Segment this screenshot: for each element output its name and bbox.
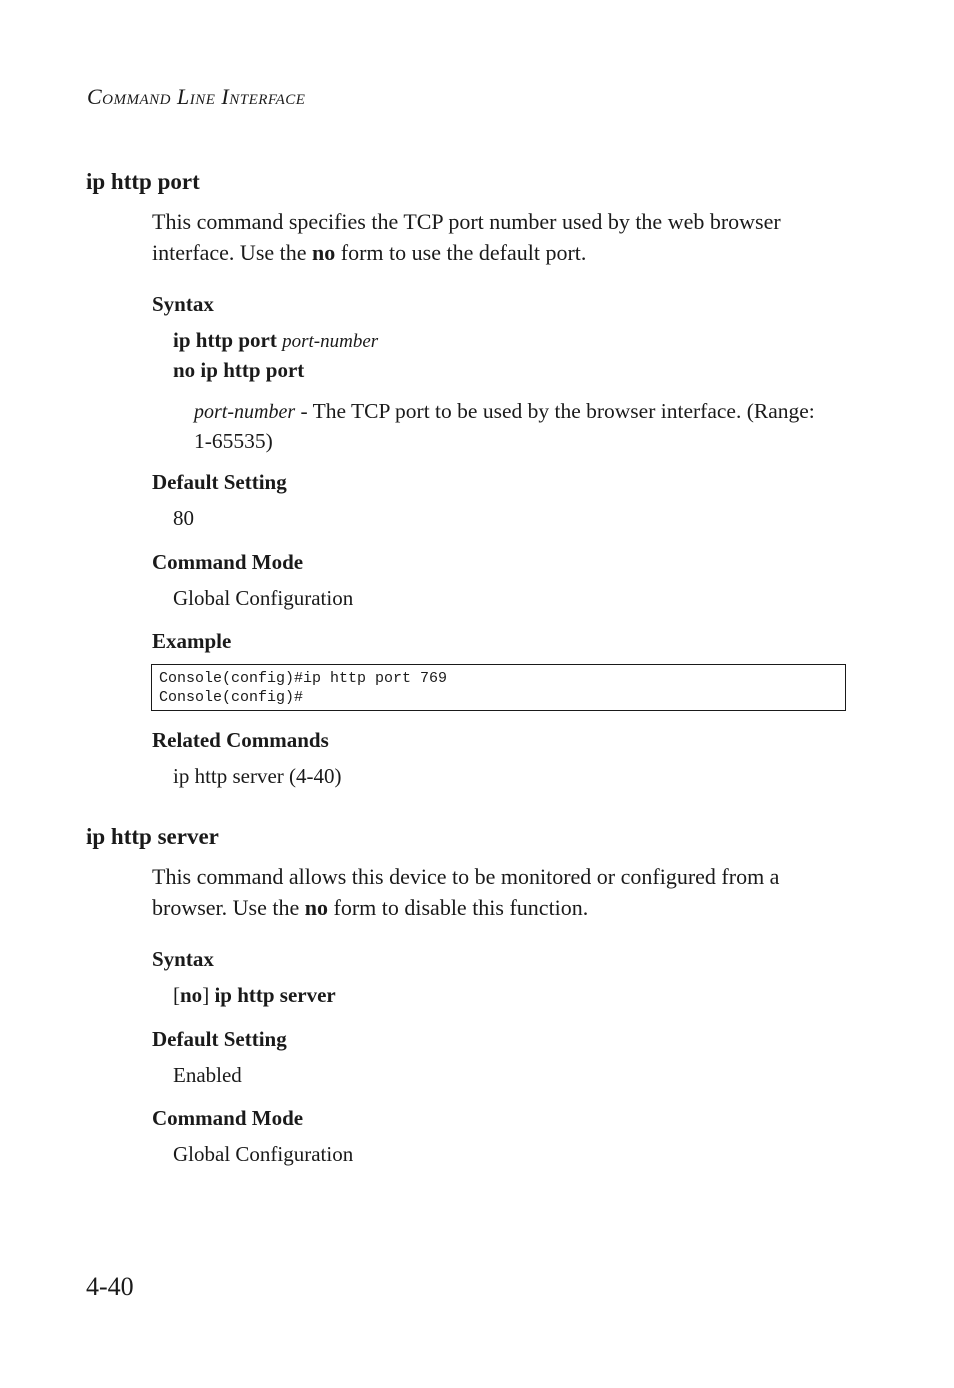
parameter-description — [194, 397, 834, 456]
syntax-no-keyword: no — [180, 983, 203, 1007]
command-mode-value: Global Configuration — [173, 586, 354, 610]
default-setting-value: Enabled — [173, 1063, 242, 1087]
example-code-box — [151, 664, 846, 711]
no-keyword: no — [312, 240, 336, 265]
related-command-link[interactable]: ip http server (4-40) — [173, 764, 342, 788]
bracket-close: ] — [202, 983, 210, 1007]
running-header: Command Line Interface — [87, 84, 306, 109]
section-description — [152, 206, 852, 268]
default-setting-heading: Default Setting — [152, 470, 287, 494]
syntax-heading: Syntax — [152, 292, 214, 316]
parameter-text: - The TCP port to be used by the browser interface. (Range: 1-65535) — [194, 399, 815, 453]
default-setting-value: 80 — [173, 506, 194, 530]
syntax-command: ip http port — [173, 328, 277, 352]
section-description — [152, 861, 852, 923]
related-commands-heading: Related Commands — [152, 728, 329, 752]
description-text-end: form to disable this function. — [328, 895, 589, 920]
no-keyword: no — [304, 895, 328, 920]
page-number: 4-40 — [86, 1272, 134, 1301]
section-title-ip-http-port: ip http port — [86, 169, 200, 194]
syntax-no-line: no ip http port — [173, 358, 305, 382]
syntax-line — [173, 328, 378, 353]
code-line: Console(config)#ip http port 769 — [159, 670, 448, 687]
parameter-name: port-number — [194, 401, 296, 423]
syntax-command: ip http server — [209, 983, 336, 1007]
syntax-line — [173, 983, 336, 1008]
description-text-end: form to use the default port. — [335, 240, 587, 265]
code-line: Console(config)# — [159, 689, 304, 706]
syntax-parameter: port-number — [282, 331, 379, 352]
description-text: This command specifies the TCP port number used by the web browser interface. Use the — [152, 209, 781, 265]
command-mode-heading: Command Mode — [152, 1106, 304, 1130]
section-title-ip-http-server: ip http server — [86, 824, 219, 849]
command-mode-heading: Command Mode — [152, 550, 304, 574]
syntax-heading: Syntax — [152, 947, 214, 971]
default-setting-heading: Default Setting — [152, 1027, 287, 1051]
command-mode-value: Global Configuration — [173, 1142, 354, 1166]
description-text: This command allows this device to be monitored or configured from a browser. Use the — [152, 864, 780, 920]
example-heading: Example — [152, 629, 232, 653]
bracket-open: [ — [173, 983, 180, 1007]
